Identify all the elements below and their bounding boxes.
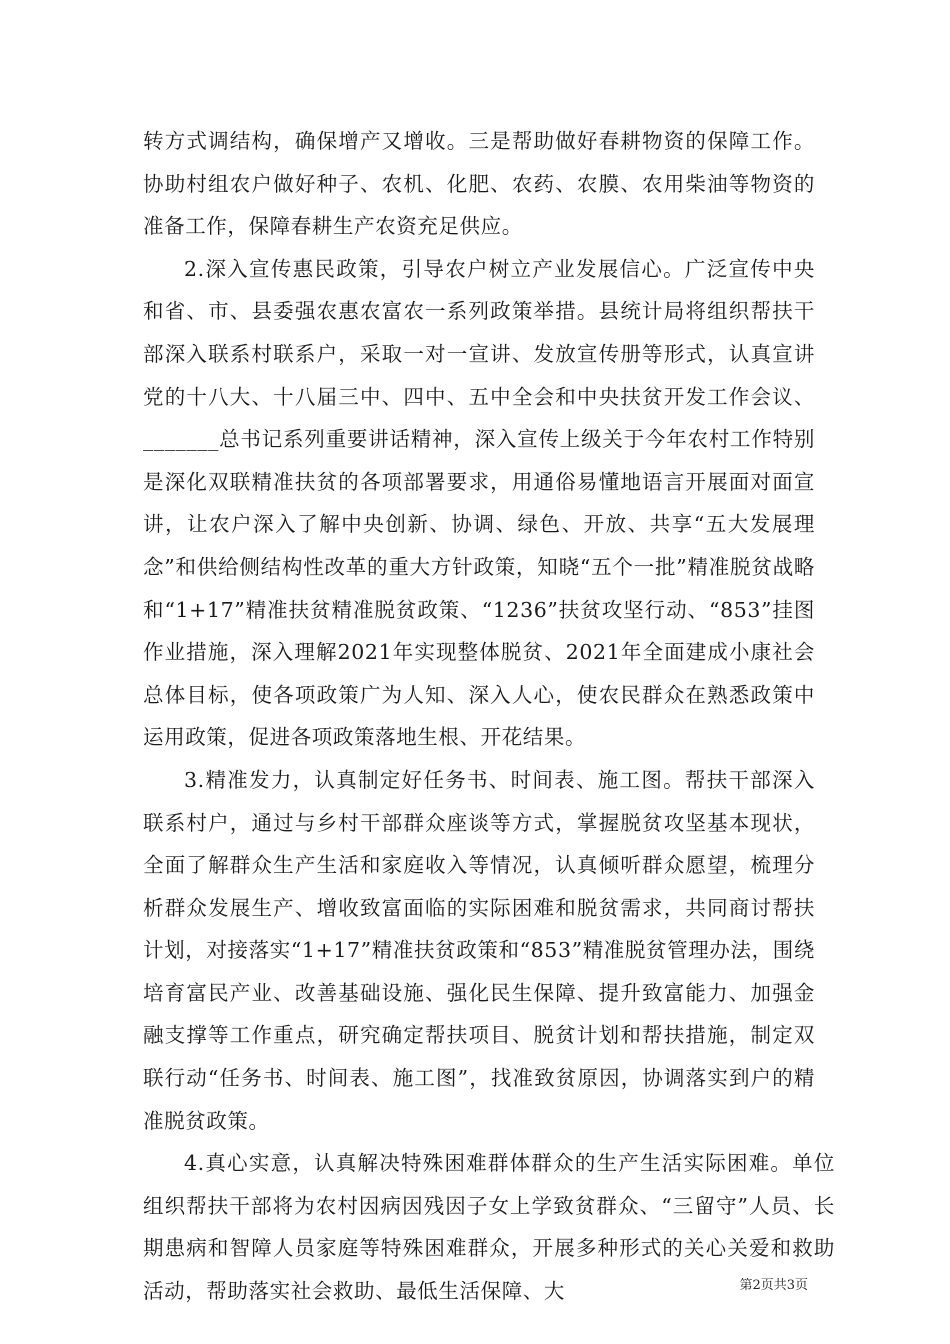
paragraph-continuation: 转方式调结构，确保增产又增收。三是帮助做好春耕物资的保障工作。协助村组农户做好种子、农机、化肥、农药、农膜、农用柴油等物资的准备工作，保障春耕生产农资充足供应。 xyxy=(143,129,815,239)
paragraph-special-difficulty: 4.真心实意，认真解决特殊困难群体群众的生产生活实际困难。单位组织帮扶干部将为农村因病因残因子女上学致贫群众、“三留守”人员、长期患病和智障人员家庭等特殊困难群众，开展多种形式的关心关爱和救助活动，帮助落实社会救助、最低生活保障、大 xyxy=(143,1151,835,1304)
page-number-footer: 第2页共3页 xyxy=(739,1278,808,1293)
document-body xyxy=(143,120,835,1313)
paragraph-precise-effort: 3.精准发力，认真制定好任务书、时间表、施工图。帮扶干部深入联系村户，通过与乡村干部群众座谈等方式，掌握脱贫攻坚基本现状，全面了解群众生产生活和家庭收入等情况，认真倾听群众愿望，梳理分析群众发展生产、增收致富面临的实际困难和脱贫需求，共同商讨帮扶计划，对接落实“1+17”精准扶贫政策和“853”精准脱贫管理办法，围绕培育富民产业、改善基础设施、强化民生保障、提升致富能力、加强金融支撑等工作重点，研究确定帮扶项目、脱贫计划和帮扶措施，制定双联行动“任务书、时间表、施工图”，找准致贫原因，协调落实到户的精准脱贫政策。 xyxy=(143,767,815,1133)
paragraph-policy-promotion: 2.深入宣传惠民政策，引导农户树立产业发展信心。广泛宣传中央和省、市、县委强农惠农富农一系列政策举措。县统计局将组织帮扶干部深入联系村联系户，采取一对一宣讲、发放宣传册等形式，认真宣讲党的十八大、十八届三中、四中、五中全会和中央扶贫开发工作会议、_______总书记系列重要讲话精神，深入宣传上级关于今年农村工作特别是深化双联精准扶贫的各项部署要求，用通俗易懂地语言开展面对面宣讲，让农户深入了解中央创新、协调、绿色、开放、共享“五大发展理念”和供给侧结构性改革的重大方针政策，知晓“五个一批”精准脱贫战略和“1+17”精准扶贫精准脱贫政策、“1236”扶贫攻坚行动、“853”挂图作业措施，深入理解2021年实现整体脱贫、2021年全面建成小康社会总体目标，使各项政策广为人知、深入人心，使农民群众在熟悉政策中运用政策，促进各项政策落地生根、开花结果。 xyxy=(143,256,815,750)
